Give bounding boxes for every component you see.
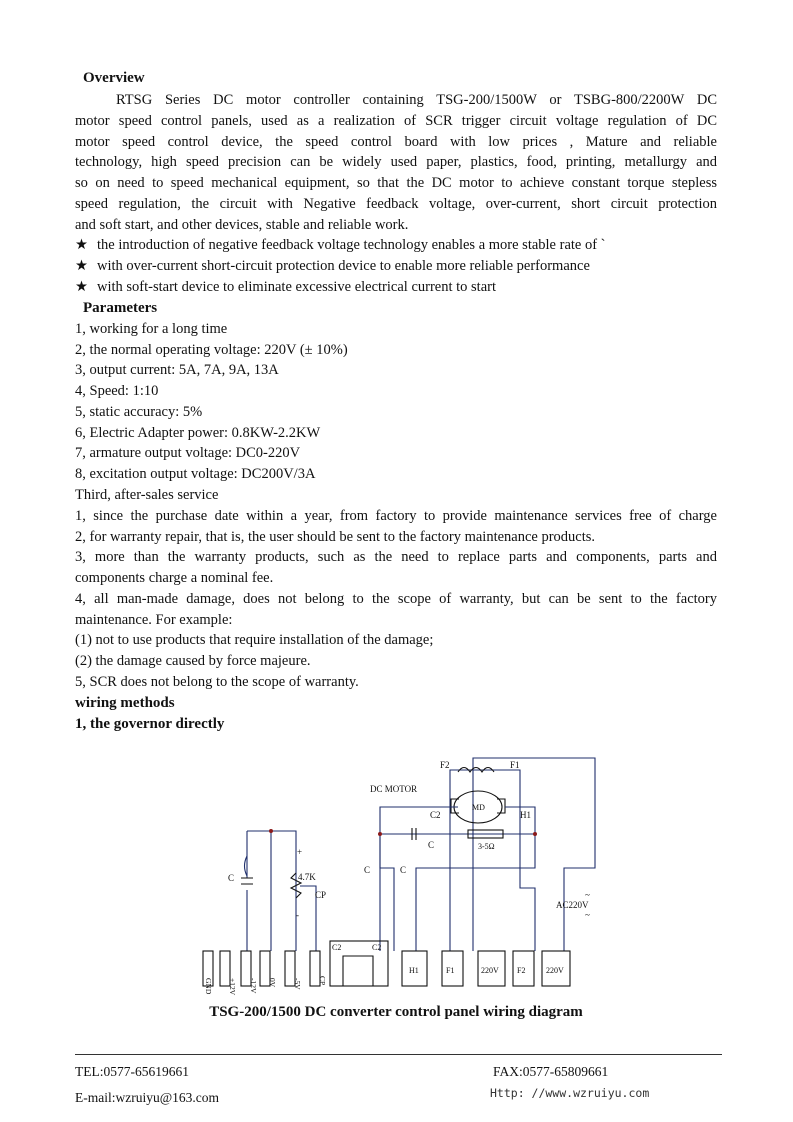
overview-heading: Overview xyxy=(83,70,145,86)
service-line: 1, since the purchase date within a year, from factory to provide maintenance services free of charge xyxy=(75,508,717,524)
service-line: maintenance. For example: xyxy=(75,612,233,628)
service-line: 3, more than the warranty products, such as the need to replace parts and components, parts and xyxy=(75,549,717,565)
c2-terminal-right: C2 xyxy=(372,943,382,952)
star-icon: ★ xyxy=(75,279,88,295)
label-cp: CP xyxy=(315,890,327,900)
ac-tilde-top: ~ xyxy=(585,890,590,900)
ac-tilde-bottom: ~ xyxy=(585,910,590,920)
parameter-item: 6, Electric Adapter power: 0.8KW-2.2KW xyxy=(75,425,321,441)
label-pot: 4.7K xyxy=(298,872,316,882)
label-ac: AC220V xyxy=(556,900,589,910)
label-f1: F1 xyxy=(510,760,520,770)
motor-title: DC MOTOR xyxy=(370,784,418,794)
parameter-item: 4, Speed: 1:10 xyxy=(75,383,159,399)
terminal-cp: CP xyxy=(318,976,327,986)
wiring-diagram xyxy=(190,738,610,1010)
terminal-f2: F2 xyxy=(517,966,526,975)
overview-paragraph-line: and soft start, and other devices, stable and reliable work. xyxy=(75,217,409,233)
parameters-heading: Parameters xyxy=(83,300,158,316)
terminal-h1: H1 xyxy=(409,966,419,975)
footer-tel: TEL:0577-65619661 xyxy=(75,1064,189,1079)
parameter-item: 8, excitation output voltage: DC200V/3A xyxy=(75,466,316,482)
service-line: 2, for warranty repair, that is, the user should be sent to the factory maintenance products. xyxy=(75,529,596,545)
feature-bullet: ★ the introduction of negative feedback voltage technology enables a more stable rate of ` xyxy=(75,235,717,256)
service-line: (2) the damage caused by force majeure. xyxy=(75,653,311,669)
feature-bullet: ★ with soft-start device to eliminate excessive electrical current to start xyxy=(75,277,717,298)
wiring-subheading: 1, the governor directly xyxy=(75,716,225,732)
terminal-minus-12v: -12V xyxy=(249,978,258,994)
label-plus: + xyxy=(297,847,303,857)
footer-email: E-mail:wzruiyu@163.com xyxy=(75,1090,220,1105)
parameter-item: 7, armature output voltage: DC0-220V xyxy=(75,445,301,461)
parameter-item: 5, static accuracy: 5% xyxy=(75,404,203,420)
terminal-220v-1: 220V xyxy=(481,966,499,975)
terminal-220v-2: 220V xyxy=(546,966,564,975)
service-heading: Third, after-sales service xyxy=(75,487,219,503)
terminal-plus-12v: +12V xyxy=(228,978,237,996)
label-minus: - xyxy=(296,910,299,920)
parameter-item: 2, the normal operating voltage: 220V (± 10%) xyxy=(75,342,348,358)
service-line: components charge a nominal fee. xyxy=(75,570,274,586)
parameter-item: 1, working for a long time xyxy=(75,321,228,337)
terminal-minus-5v: -5V xyxy=(293,978,302,990)
service-line: 5, SCR does not belong to the scope of warranty. xyxy=(75,674,359,690)
terminal-f1: F1 xyxy=(446,966,455,975)
parameter-item: 3, output current: 5A, 7A, 9A, 13A xyxy=(75,362,279,378)
star-icon: ★ xyxy=(75,258,88,274)
star-icon: ★ xyxy=(75,237,88,253)
diagram-caption: TSG-200/1500 DC converter control panel wiring diagram xyxy=(209,1004,583,1020)
label-c-left: C xyxy=(364,865,371,875)
overview-paragraph-line: motor speed control panels, used as a realization of SCR trigger circuit voltage regulation of DC xyxy=(75,113,717,129)
overview-paragraph-line: motor speed control device, the speed control board with low prices , Mature and reliable xyxy=(75,134,717,150)
overview-paragraph-line: speed regulation, the circuit with Negative feedback voltage, over-current, short circuit protection xyxy=(75,196,717,212)
label-f2: F2 xyxy=(440,760,450,770)
footer-website-link[interactable]: Http: //www.wzruiyu.com xyxy=(490,1086,650,1100)
footer-fax: FAX:0577-65809661 xyxy=(493,1064,609,1079)
label-c-right: C xyxy=(400,865,407,875)
terminal-0v: 0V xyxy=(268,978,277,988)
overview-paragraph-line: technology, high speed precision can be widely used paper, plastics, food, printing, metallurgy and xyxy=(75,154,717,170)
overview-paragraph-line: RTSG Series DC motor controller containing TSG-200/1500W or TSBG-800/2200W DC xyxy=(116,92,717,108)
label-capacitor: C xyxy=(428,840,435,850)
feature-bullet: ★ with over-current short-circuit protection device to enable more reliable performance xyxy=(75,256,717,277)
wiring-heading: wiring methods xyxy=(75,695,175,711)
footer-divider xyxy=(75,1054,722,1055)
service-line: 4, all man-made damage, does not belong to the scope of warranty, but can be sent to the factory xyxy=(75,591,717,607)
c2-terminal-left: C2 xyxy=(332,943,342,952)
label-c-control: C xyxy=(228,873,235,883)
label-c2-motor: C2 xyxy=(430,810,441,820)
label-h1-motor: H1 xyxy=(520,810,531,820)
service-line: (1) not to use products that require installation of the damage; xyxy=(75,632,434,648)
motor-label: MD xyxy=(472,803,485,812)
overview-paragraph-line: so on need to speed mechanical equipment, so that the DC motor to achieve constant torque stepless xyxy=(75,175,717,191)
label-resistor: 3-5Ω xyxy=(478,842,495,851)
terminal-gnd: GND xyxy=(204,978,213,995)
